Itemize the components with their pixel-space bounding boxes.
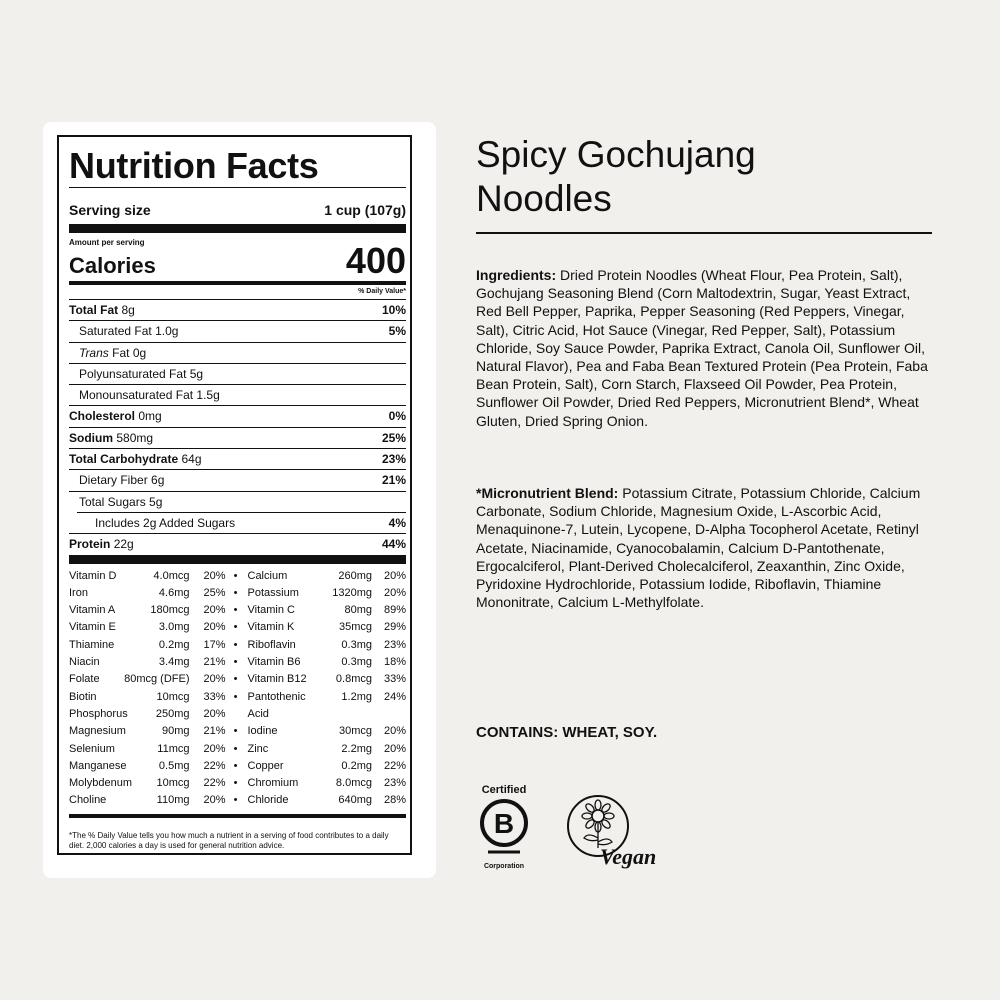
vitamin-amount: 11mcg [157,742,190,755]
title-divider [476,232,932,234]
vitamin-name: Manganese [69,759,127,772]
bullet-dot: • [233,759,238,772]
product-title-line: Noodles [476,178,612,219]
vitamin-row [69,723,238,740]
nutrient-pct: 23% [381,452,406,467]
vitamin-name: Iron [69,586,88,599]
vitamin-amount: 250mg [155,707,190,720]
vitamin-name: Thiamine [69,638,115,651]
calories-label: Calories [69,253,156,278]
divider [69,814,406,818]
vitamin-row [238,792,407,809]
vitamin-amount: 0.8mcg [335,673,372,686]
bullet-dot: • [233,673,238,686]
micronutrient-label: *Micronutrient Blend: [476,485,619,501]
vitamin-amount: 0.3mg [341,638,372,651]
nutrient-pct: 0% [388,409,406,424]
nutrition-facts-title: Nutrition Facts [69,145,319,186]
nutrient-name: Protein [69,537,111,552]
nutrient-pct: 44% [381,537,406,552]
vitamin-pct [372,706,406,723]
nutrient-row-trans-fat [69,342,406,363]
bullet-dot [226,706,238,723]
vitamin-row [238,671,407,688]
vitamin-row [69,792,238,809]
vitamin-row [69,568,238,585]
nutrient-amount: 6g [151,473,165,488]
vitamin-pct: 20% [203,621,226,634]
vitamin-row [69,654,238,671]
b-corp-badge [476,784,532,870]
vitamin-name: Chloride [247,794,289,807]
vitamin-name: Iodine [247,725,278,738]
nutrient-pct: 4% [388,515,406,530]
vitamin-amount: 0.2mg [341,759,372,772]
nutrient-row-total-sugars [69,491,406,512]
vitamin-pct: 20% [383,586,406,599]
vitamin-amount: 10mcg [156,690,190,703]
vegan-badge [560,792,656,877]
vitamin-name: Calcium [247,569,288,582]
vitamin-name: Folate [69,673,100,686]
serving-value: 1 cup (107g) [324,202,406,218]
vitamin-amount: 3.0mg [158,621,190,634]
vitamin-name: Riboflavin [247,638,296,651]
vitamin-pct: 20% [203,794,226,807]
vitamin-amount: 640mg [338,794,372,807]
vitamin-name: Zinc [247,742,269,755]
ingredients-label: Ingredients: [476,267,557,283]
bcorp-bottom-text: Corporation [483,863,525,870]
vitamin-name: Niacin [69,656,100,669]
vitamin-row [69,637,238,654]
vitamin-name: Chromium [247,777,299,790]
vitamin-amount: 4.0mcg [153,569,190,582]
nutrient-name: Polyunsaturated Fat [79,366,187,381]
vitamin-pct: 22% [383,759,406,772]
vitamin-pct: 20% [383,725,406,738]
vitamin-name: Copper [247,759,284,772]
vitamin-row [69,706,238,723]
bullet-dot: • [233,569,238,582]
nutrient-row-dietary-fiber [69,469,406,490]
nutrient-row-saturated-fat [69,320,406,341]
vitamin-row [69,619,238,636]
vitamin-row [69,689,238,706]
vitamin-pct: 22% [203,777,226,790]
vitamin-amount: 180mcg [150,604,190,617]
nutrient-name: Total Carbohydrate [69,452,179,467]
vitamin-pct: 29% [383,621,406,634]
b-corp-logo-icon [476,796,532,856]
nutrient-name: Saturated Fat [79,324,152,339]
vitamin-row [238,758,407,775]
nutrient-name: Sodium [69,430,113,445]
divider [69,187,406,188]
serving-size-row [69,202,406,218]
micronutrient-text: Potassium Citrate, Potassium Chloride, Calcium Carbonate, Sodium Chloride, Magnesium Oxide, L-Ascorbic Acid, Menaquinone-7, Lutein, Lycopene, D-Alpha Tocopherol Acetate, Retinyl Acetate, Niacinamide, Cyanocobalamin, Calcium D-Pantothenate, Ergocalciferol, Plant-Derived Cholecalciferol, Zeaxanthin, Zinc Oxide, Pyridoxine Hydrochloride, Potassium Iodide, Riboflavin, Thiamine Mononitrate, Calcium L-Methylfolate. [476,485,921,611]
nutrient-name: Total Fat [69,303,119,317]
vitamin-amount: 1320mg [332,586,372,599]
vegan-sunflower-icon [560,792,656,872]
vitamin-pct: 22% [203,759,226,772]
nutrient-row-polyunsaturated-fat [69,363,406,384]
nutrition-facts-label [57,135,412,855]
vitamin-row [238,775,407,792]
daily-value-header: % Daily Value* [358,288,406,295]
vitamin-pct: 89% [383,604,406,617]
vitamin-name: Phosphorus [69,707,128,720]
vitamin-name: Molybdenum [69,777,132,790]
nutrient-pct: 10% [381,303,406,317]
bullet-dot: • [233,742,238,755]
vitamin-row [238,654,407,671]
product-title [476,133,936,221]
vitamin-name: Magnesium [69,725,126,738]
vitamin-row [69,741,238,758]
vitamin-amount [312,706,372,723]
vitamin-pct: 23% [383,638,406,651]
vitamin-name: Vitamin B6 [247,656,301,669]
vitamin-row [238,602,407,619]
ingredients-text: Dried Protein Noodles (Wheat Flour, Pea Protein, Salt), Gochujang Seasoning Blend (Corn Maltodextrin, Sugar, Yeast Extract, Red Bell Pepper, Paprika, Pepper Seasoning (Red Peppers, Vinegar, Salt), Citric Acid, Hot Sauce (Vinegar, Red Pepper, Salt), Potassium Chloride, Soy Sauce Powder, Paprika Extract, Canola Oil, Sunflower Oil, Natural Flavor), Pea and Faba Bean Textured Protein (Pea Protein, Faba Bean Protein, Salt), Corn Starch, Flaxseed Oil Powder, Pea Protein, Sunflower Oil Powder, Dried Red Peppers, Micronutrient Blend*, Wheat Gluten, Dried Spring Onion. [476,267,928,429]
vitamin-pct: 24% [383,690,406,703]
vitamin-amount: 0.2mg [158,638,190,651]
vitamin-pct: 21% [203,725,226,738]
vitamin-pct: 28% [383,794,406,807]
ingredients-section [476,266,936,430]
serving-label: Serving size [69,202,151,218]
divider [69,555,406,564]
vitamin-pct: 23% [383,777,406,790]
vitamin-pct: 33% [383,673,406,686]
nutrient-row-sodium [69,427,406,448]
vitamin-name: Choline [69,794,107,807]
bullet-dot: • [233,690,238,703]
vitamin-amount: 10mcg [156,777,190,790]
vegan-text: Vegan [600,844,656,869]
vitamin-row [238,568,407,585]
vitamin-row [238,637,407,654]
vitamin-pct: 33% [203,690,226,703]
nutrient-pct: 25% [381,430,406,445]
nutrient-name: Cholesterol [69,409,136,424]
vitamin-amount: 0.3mg [341,656,372,669]
nutrient-name: Total Sugars [79,494,146,509]
nutrient-amount: 580mg [116,430,154,445]
vitamin-row [238,619,407,636]
nutrient-row-protein [69,533,406,554]
vitamin-pct: 20% [203,569,226,582]
vitamin-amount: 110mg [156,794,190,807]
vitamin-name: Potassium [247,586,299,599]
nutrient-row-cholesterol [69,405,406,426]
bullet-dot: • [233,656,238,669]
vitamin-row [238,585,407,602]
vitamin-amount: 8.0mcg [335,777,372,790]
vitamin-pct: 18% [383,656,406,669]
nutrient-name: Monounsaturated Fat [79,388,194,403]
vitamin-amount: 90mg [161,725,190,738]
nutrient-amount: 8g [121,303,135,317]
amount-per-serving: Amount per serving [69,238,145,247]
vitamin-name: Vitamin C [247,604,295,617]
nutrient-amount: Fat 0g [112,345,147,360]
vitamin-row [238,689,407,706]
nutrient-row-monounsaturated-fat [69,384,406,405]
vitamin-amount: 0.5mg [158,759,190,772]
calories-value: 400 [345,240,406,281]
nutrient-name: Dietary Fiber [79,473,148,488]
nutrient-amount: 22g [113,537,134,552]
bullet-dot: • [233,725,238,738]
nutrient-amount: 64g [181,452,202,467]
bullet-dot: • [233,621,238,634]
bullet-dot: • [233,777,238,790]
nutrient-row-added-sugars [77,512,406,533]
micronutrient-section [476,484,936,611]
vitamin-pct: 20% [383,569,406,582]
bullet-dot: • [233,604,238,617]
vitamin-pct: 20% [383,742,406,755]
vitamin-name: Selenium [69,742,115,755]
vitamin-pct: 25% [203,586,226,599]
nutrient-row-total-fat [69,299,406,320]
vitamin-name: Pantothenic [247,690,306,703]
nutrient-amount: 5g [149,494,163,509]
vitamin-name: Vitamin E [69,621,116,634]
vitamin-pct: 20% [203,673,226,686]
bullet-dot: • [233,794,238,807]
vitamin-pct: 20% [203,707,226,720]
vitamin-row [69,775,238,792]
vitamins-right-column [238,568,407,810]
vitamin-amount: 80mcg (DFE) [124,673,190,686]
nutrient-name: Trans [79,345,109,360]
vitamin-row [238,706,407,723]
vitamin-row [238,741,407,758]
vitamin-row [69,602,238,619]
vitamin-row [69,758,238,775]
vitamin-amount: 35mcg [338,621,372,634]
nutrient-amount: 5g [189,366,204,381]
nutrient-name: Includes 2g Added Sugars [95,515,236,530]
vitamin-pct: 17% [203,638,226,651]
vitamin-pct: 20% [203,604,226,617]
vitamin-amount: 1.2mg [341,690,372,703]
nutrient-pct: 5% [388,324,406,339]
vitamin-name: Acid [247,707,269,720]
vitamin-pct: 21% [203,656,226,669]
vitamin-row [69,585,238,602]
vitamins-mineral-grid [69,568,406,810]
nutrient-amount: 0mg [138,409,162,424]
bullet-dot: • [233,586,238,599]
vitamin-row [238,723,407,740]
nutrient-row-total-carbohydrate [69,448,406,469]
vitamin-amount: 260mg [338,569,372,582]
vitamin-name: Vitamin D [69,569,117,582]
nutrient-amount: 1.5g [196,388,220,403]
nutrient-amount: 1.0g [155,324,179,339]
vitamin-name: Vitamin A [69,604,116,617]
vitamin-name: Vitamin K [247,621,295,634]
vitamin-amount: 2.2mg [341,742,372,755]
product-title-line: Spicy Gochujang [476,134,756,175]
vitamins-left-column [69,568,238,810]
vitamin-name: Biotin [69,690,97,703]
bcorp-top-text: Certified [481,784,527,796]
daily-value-footnote: *The % Daily Value tells you how much a nutrient in a serving of food contributes to a daily diet. 2,000 calories a day is used for general nutrition advice. [69,830,389,850]
vitamin-amount: 3.4mg [158,656,190,669]
vitamin-pct: 20% [203,742,226,755]
bullet-dot: • [233,638,238,651]
allergen-statement: CONTAINS: WHEAT, SOY. [476,724,658,741]
vitamin-name: Vitamin B12 [247,673,307,686]
vitamin-row [69,671,238,688]
bcorp-letter: B [493,808,515,839]
vitamin-amount: 80mg [344,604,372,617]
vitamin-amount: 4.6mg [158,586,190,599]
nutrient-pct: 21% [381,473,406,488]
divider [69,224,406,233]
vitamin-amount: 30mcg [338,725,372,738]
